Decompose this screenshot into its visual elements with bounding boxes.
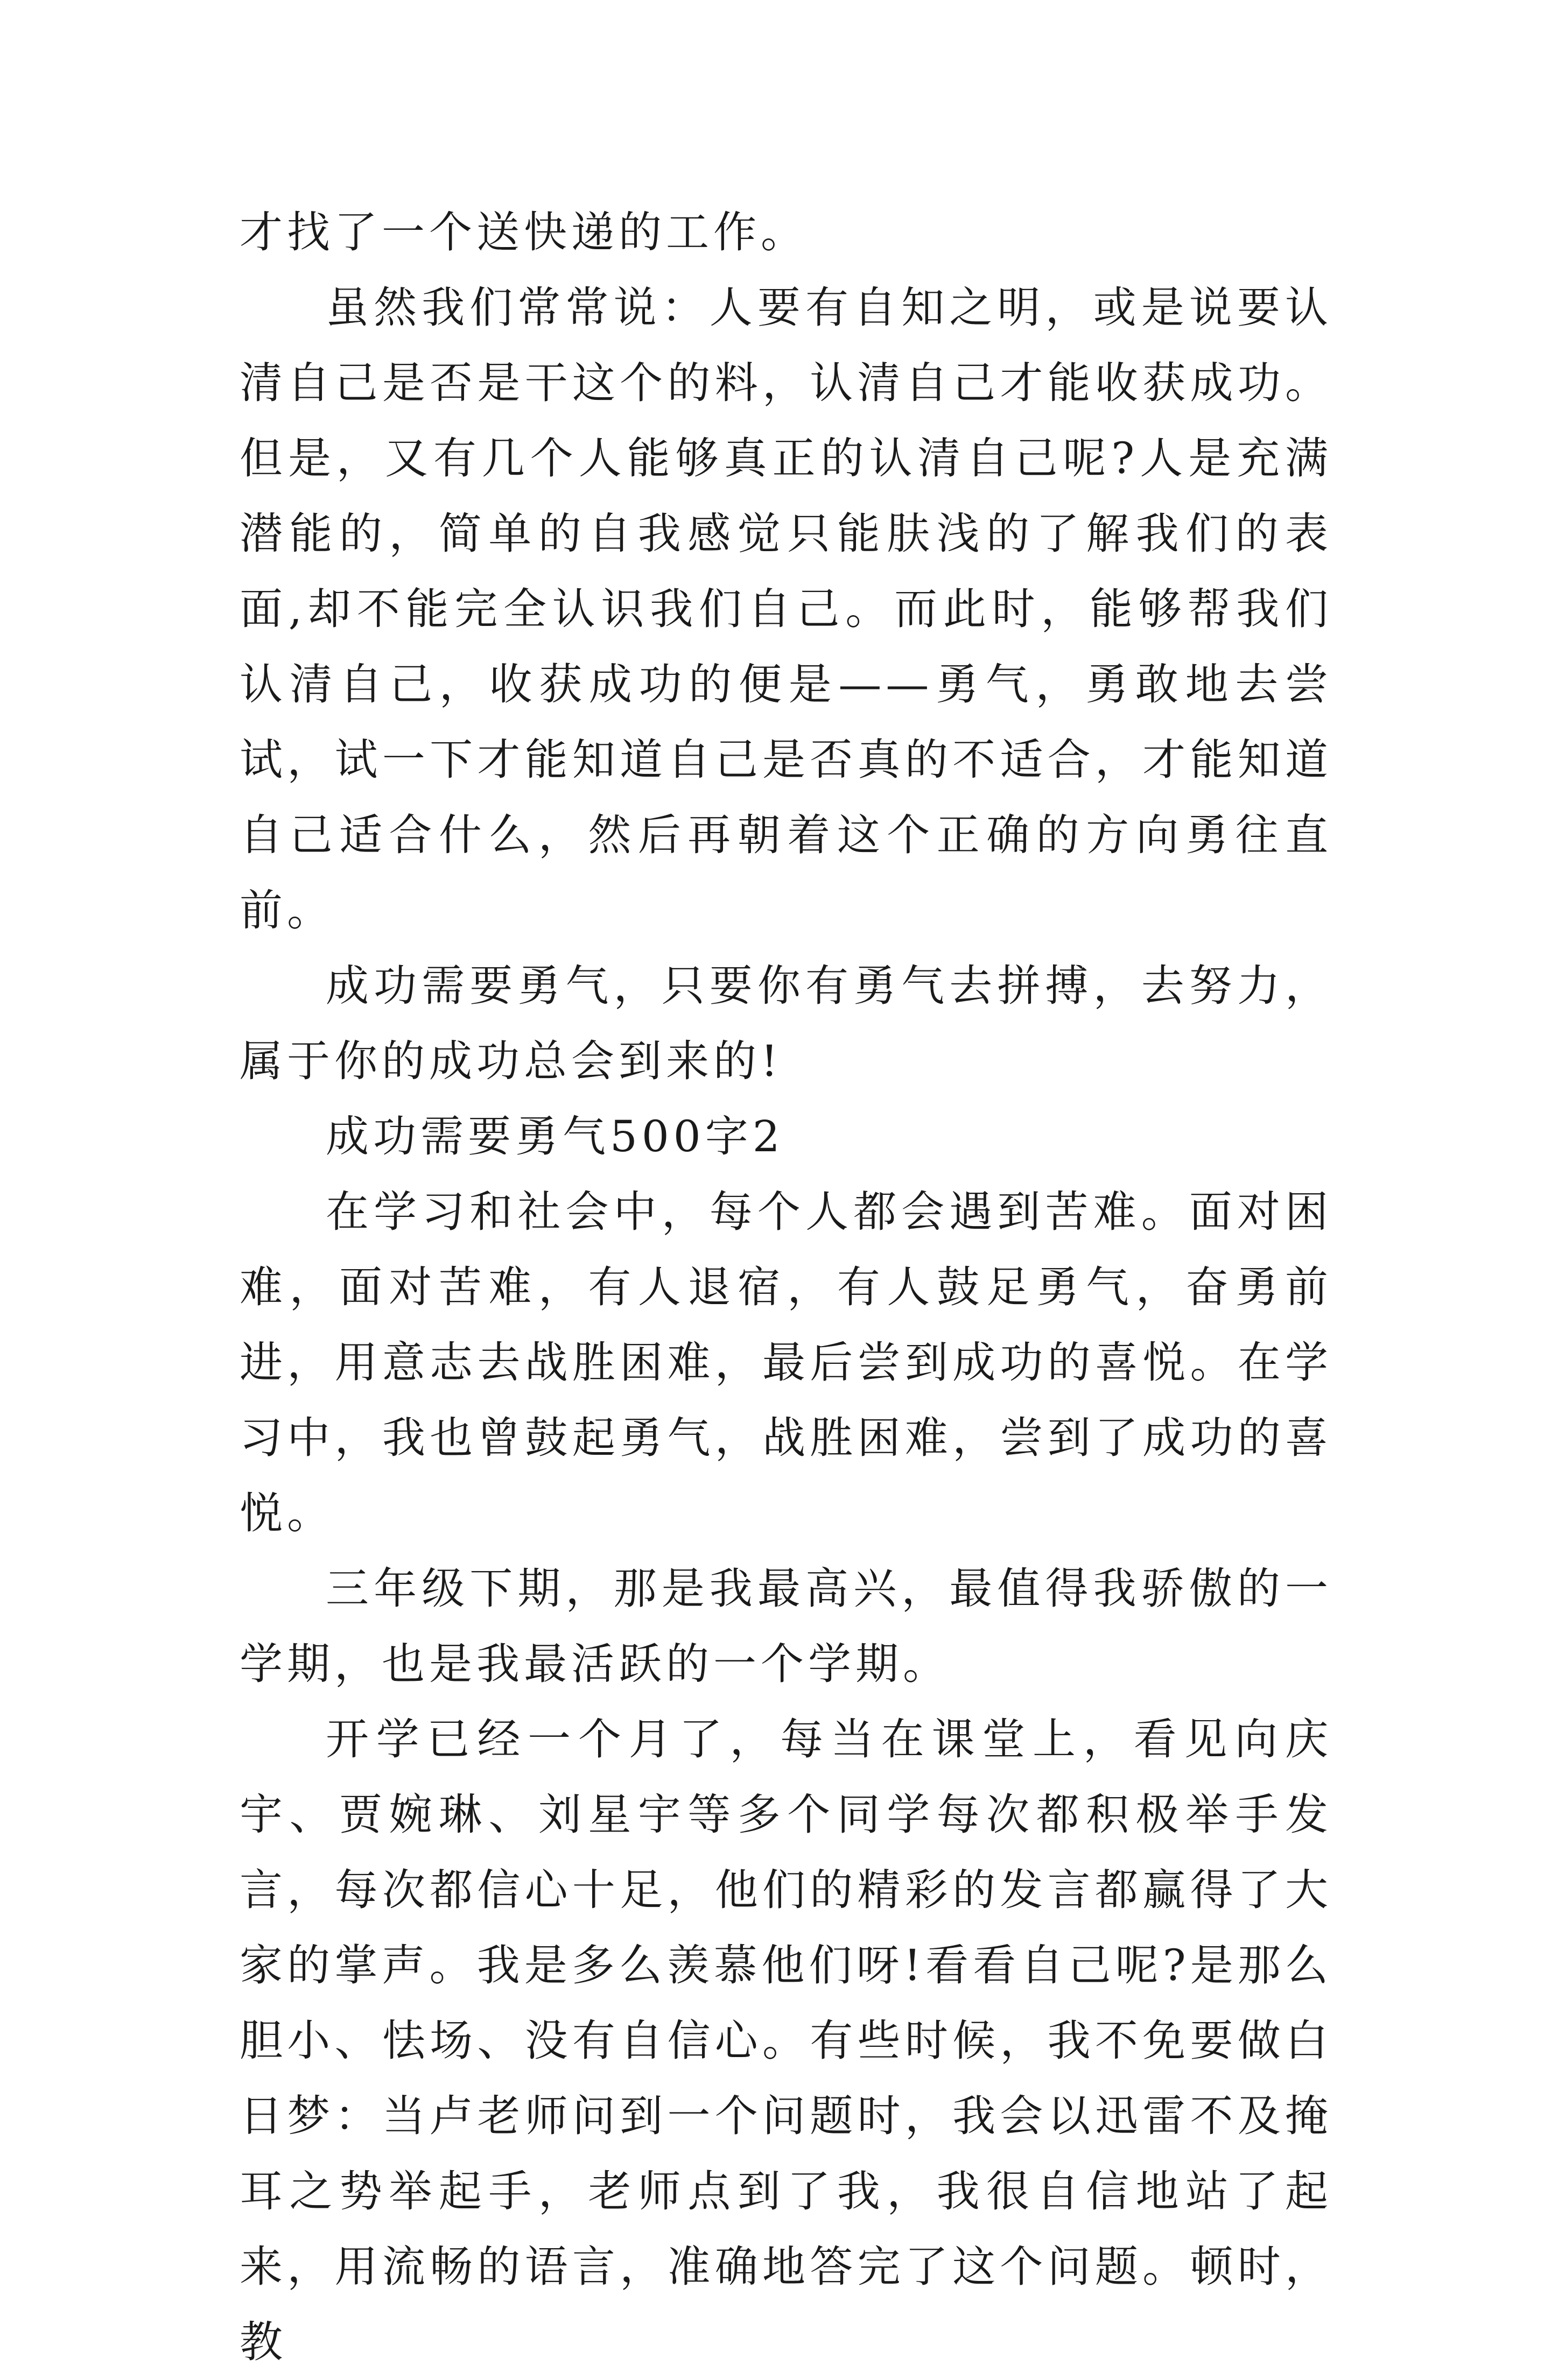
paragraph-2: 虽然我们常常说：人要有自知之明，或是说要认清自己是否是干这个的料，认清自己才能收获成功。但是，又有几个人能够真正的认清自己呢?人是充满潜能的，简单的自我感觉只能肤浅的了解我们的表面,却不能完全认识我们自己。而此时，能够帮我们认清自己，收获成功的便是——勇气，勇敢地去尝试，试一下才能知道自己是否真的不适合，才能知道自己适合什么，然后再朝着这个正确的方向勇往直前。 (240, 283, 1332, 935)
document-body (240, 195, 1332, 2380)
paragraph-1: 才找了一个送快递的工作。 (240, 207, 808, 257)
paragraph-5: 三年级下期，那是我最高兴，最值得我骄傲的一学期，也是我最活跃的一个学期。 (240, 1564, 1332, 1689)
paragraph-4: 在学习和社会中，每个人都会遇到苦难。面对困难，面对苦难，有人退宿，有人鼓足勇气，奋勇前进，用意志去战胜困难，最后尝到成功的喜悦。在学习中，我也曾鼓起勇气，战胜困难，尝到了成功的喜悦。 (240, 1187, 1332, 1538)
paragraph-3: 成功需要勇气，只要你有勇气去拼搏，去努力，属于你的成功总会到来的! (240, 961, 1332, 1086)
paragraph-6: 开学已经一个月了，每当在课堂上，看见向庆宇、贾婉琳、刘星宇等多个同学每次都积极举手发言，每次都信心十足，他们的精彩的发言都赢得了大家的掌声。我是多么羡慕他们呀!看看自己呢?是那么胆小、怯场、没有自信心。有些时候，我不免要做白日梦：当卢老师问到一个问题时，我会以迅雷不及掩耳之势举起手，老师点到了我，我很自信地站了起来，用流畅的语言，准确地答完了这个问题。顿时，教 (240, 1714, 1332, 2367)
section-heading: 成功需要勇气500字2 (326, 1111, 784, 1161)
